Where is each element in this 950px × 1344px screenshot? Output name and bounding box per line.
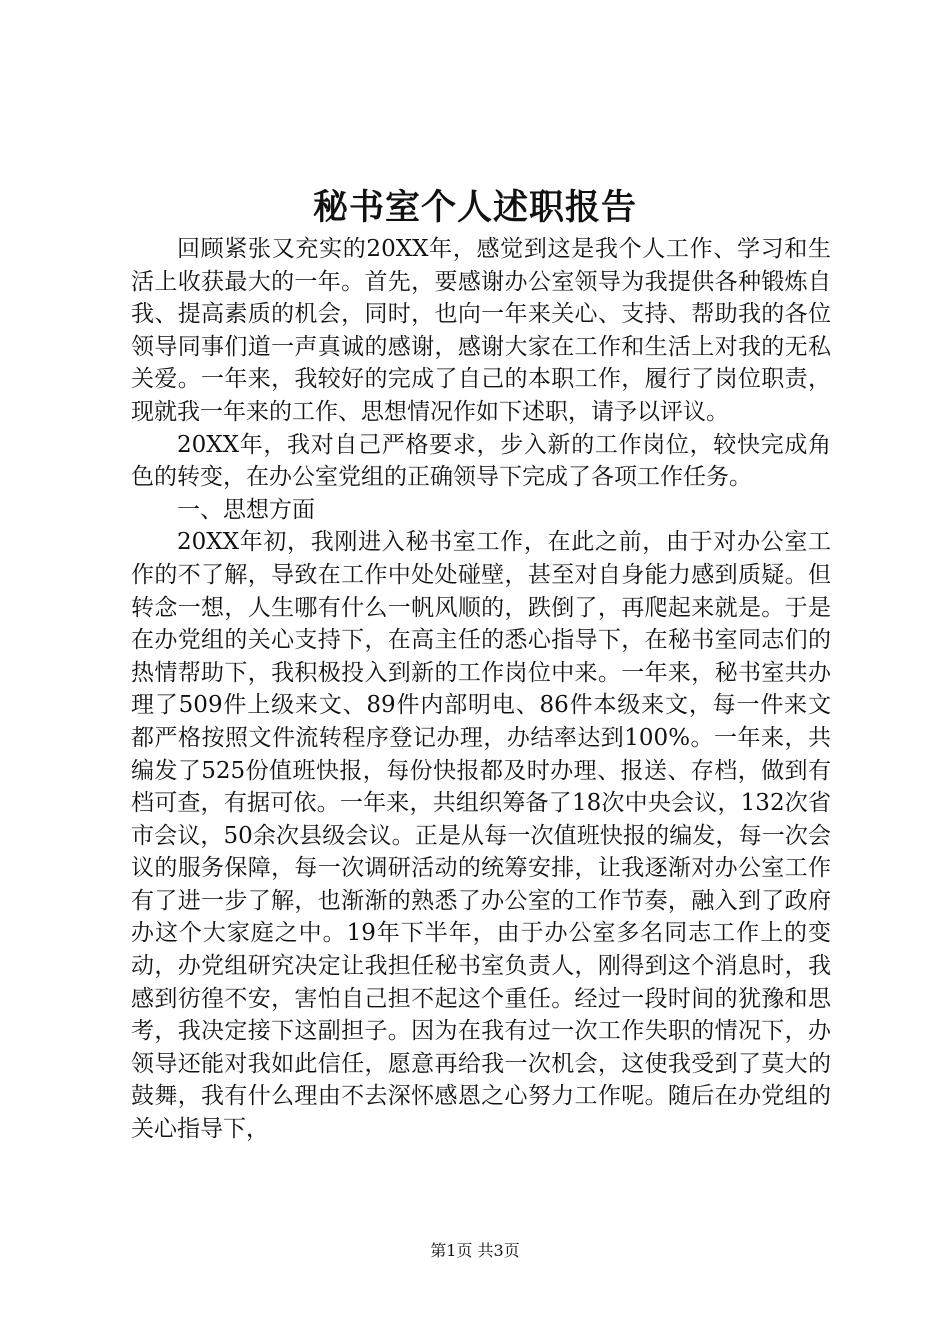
- page-footer: 第1页 共3页: [430, 1241, 520, 1260]
- paragraph-summary: 20XX年，我对自己严格要求，步入新的工作岗位，较快完成角色的转变，在办公室党组的正确领导下完成了各项工作任务。: [131, 431, 831, 491]
- section-heading-thought: 一、思想方面: [177, 496, 315, 523]
- paragraph-intro: 回顾紧张又充实的20XX年，感觉到这是我个人工作、学习和生活上收获最大的一年。首先，要感谢办公室领导为我提供各种锻炼自我、提高素质的机会，同时，也向一年来关心、支持、帮助我的各位领导同事们道一声真诚的感谢，感谢大家在工作和生活上对我的无私关爱。一年来，我较好的完成了自己的本职工作，履行了岗位职责，现就我一年来的工作、思想情况作如下述职，请予以评议。: [131, 236, 831, 425]
- document-body: [131, 233, 831, 1146]
- document-title: 秘书室个人述职报告: [312, 187, 637, 228]
- paragraph-thought: 20XX年初，我刚进入秘书室工作，在此之前，由于对办公室工作的不了解，导致在工作中处处碰壁，甚至对自身能力感到质疑。但转念一想，人生哪有什么一帆风顺的，跌倒了，再爬起来就是。于是在办党组的关心支持下，在高主任的悉心指导下，在秘书室同志们的热情帮助下，我积极投入到新的工作岗位中来。一年来，秘书室共办理了509件上级来文、89件内部明电、86件本级来文，每一件来文都严格按照文件流转程序登记办理，办结率达到100%。一年来，共编发了525份值班快报，每份快报都及时办理、报送、存档，做到有档可查，有据可依。一年来，共组织筹备了18次中央会议，132次省市会议，50余次县级会议。正是从每一次值班快报的编发，每一次会议的服务保障，每一次调研活动的统筹安排，让我逐渐对办公室工作有了进一步了解，也渐渐的熟悉了办公室的工作节奏，融入到了政府办这个大家庭之中。19年下半年，由于办公室多名同志工作上的变动，办党组研究决定让我担任秘书室负责人，刚得到这个消息时，我感到彷徨不安，害怕自己担不起这个重任。经过一段时间的犹豫和思考，我决定接下这副担子。因为在我有过一次工作失职的情况下，办领导还能对我如此信任，愿意再给我一次机会，这使我受到了莫大的鼓舞，我有什么理由不去深怀感恩之心努力工作呢。随后在办党组的关心指导下，: [131, 529, 831, 1143]
